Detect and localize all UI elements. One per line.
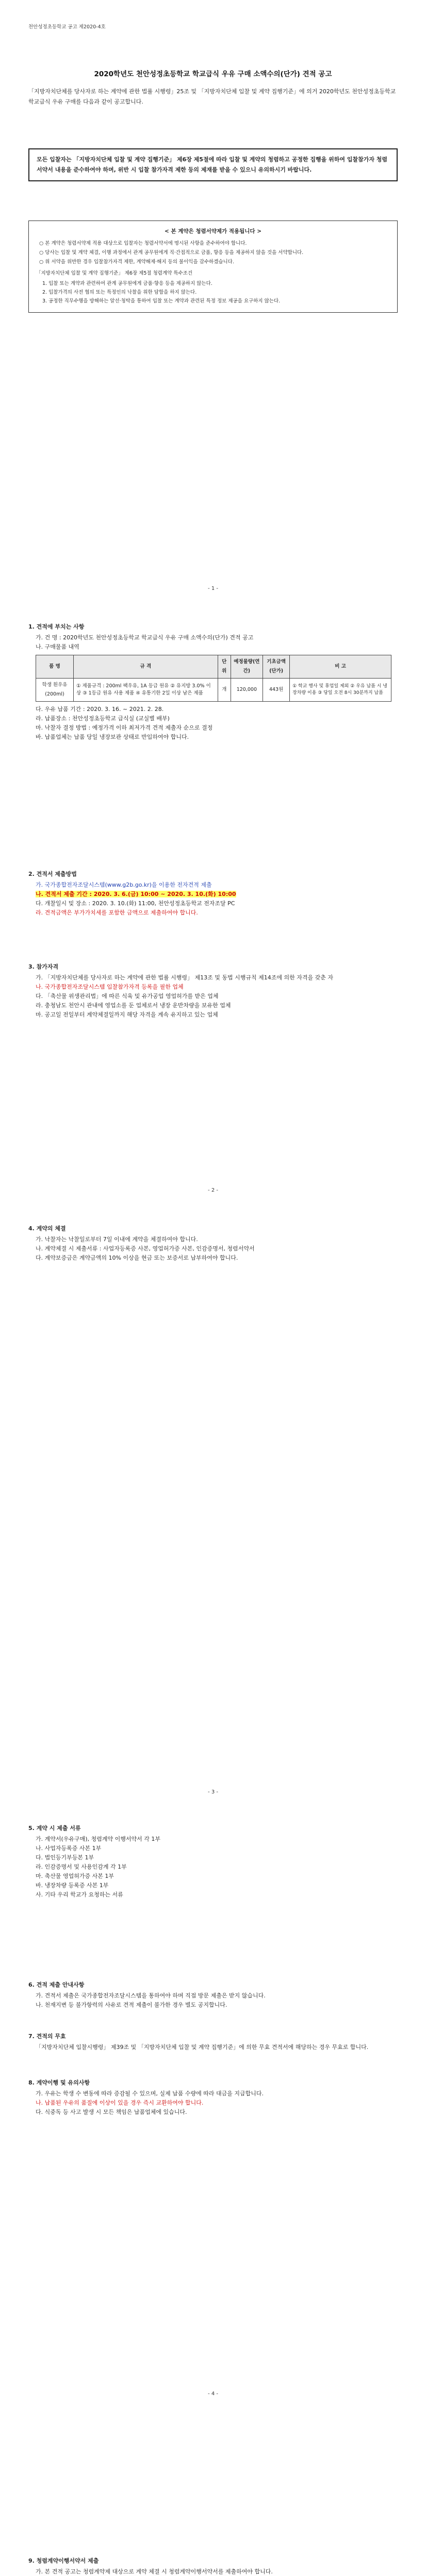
item-spec-cell: ① 제품규격 : 200ml 팩우유, 1A 등급 원유 ② 유지방 3.0% 이상 ③ 1등급 원유 사용 제품 ④ 유통기한 2일 이상 남은 제품 — [73, 679, 218, 702]
pledge-item: 3. 공정한 직무수행을 방해하는 알선·청탁을 통하여 입찰 또는 계약과 관련된 특정 정보 제공을 요구하지 않는다. — [42, 298, 281, 304]
section-heading: 5. 계약 시 제출 서류 — [28, 1825, 81, 1832]
section-item: 바. 냉장차량 등록증 사본 1부 — [36, 1882, 109, 1889]
section-item: 가. 우유는 학생 수 변동에 따라 증감될 수 있으며, 실제 납품 수량에 따라 대금을 지급합니다. — [36, 2090, 264, 2097]
section-heading: 9. 청렴계약이행서약서 제출 — [28, 2557, 99, 2564]
section-heading: 3. 참가자격 — [28, 963, 59, 970]
section-item: 다. 식중독 등 사고 발생 시 모든 책임은 납품업체에 있습니다. — [36, 2109, 187, 2115]
intro-paragraph: 「지방자치단체를 당사자로 하는 계약에 관한 법률 시행령」25조 및 「지방자치단체 입찰 및 계약 집행기준」에 의거 2020학년도 천안성정초등학교 학교급식 우유 구매를 다음과 같이 공고합니다. — [28, 88, 396, 105]
page-5 — [0, 2407, 426, 2576]
section-item: 가. 계약서(우유구매), 청렴계약 이행서약서 각 1부 — [36, 1836, 160, 1842]
section-2 — [28, 870, 398, 918]
section-item: 바. 납품업체는 납품 당일 냉장보관 상태로 반입하여야 합니다. — [36, 734, 189, 740]
section-item: 사. 기타 우리 학교가 요청하는 서류 — [36, 1891, 123, 1898]
section-item: 라. 충청남도 천안시 관내에 영업소를 둔 업체로서 냉장 운반차량을 보유한 업체 — [36, 1002, 231, 1009]
section-heading: 4. 계약의 체결 — [28, 1225, 66, 1232]
section-item: 가. 건 명 : 2020학년도 천안성정초등학교 학교급식 우유 구매 소액수의(단가) 견적 공고 — [36, 634, 254, 641]
page-number: - 2 - — [208, 1188, 218, 1193]
section-item: 가. 「지방자치단체를 당사자로 하는 계약에 관한 법률 시행령」 제13조 및 동법 시행규칙 제14조에 의한 자격을 갖춘 자 — [36, 974, 333, 981]
section-item: 나. 사업자등록증 사본 1부 — [36, 1845, 102, 1852]
column-header: 예정물량(연간) — [231, 655, 263, 679]
section-item: 마. 축산물 영업허가증 사본 1부 — [36, 1873, 114, 1879]
column-header: 비 고 — [290, 655, 391, 679]
section-item: 다. 법인등기부등본 1부 — [36, 1854, 94, 1861]
item-note-cell: ① 학교 행사 및 휴업일 제외 ② 우유 납품 시 냉장차량 이용 ③ 당일 오전 8시 30분까지 납품 — [290, 679, 391, 702]
page-number: - 1 - — [208, 586, 218, 591]
section-item: 가. 국가종합전자조달시스템(www.g2b.go.kr)을 이용한 전자견적 제출 — [36, 882, 212, 888]
page-4 — [0, 1805, 426, 2407]
section-item: 가. 본 견적 공고는 청렴계약제 대상으로 계약 체결 시 청렴계약이행서약서를 제출하여야 합니다. — [36, 2568, 273, 2575]
integrity-warning-box: 모든 입찰자는 「지방자치단체 입찰 및 계약 집행기준」 제6장 제5절에 따라 입찰 및 계약의 청렴하고 공정한 집행을 위하여 입찰참가자 청렴서약서 내용을 준수하여야 하며, 위반 시 입찰 참가자격 제한 등의 제재를 받을 수 있으니 유의하시기 바랍니다. — [28, 148, 398, 181]
section-item: 다. 계약보증금은 계약금액의 10% 이상을 현금 또는 보증서로 납부하여야 합니다. — [36, 1255, 238, 1261]
table-header-row — [36, 655, 391, 679]
notice-number: 천안성정초등학교 공고 제2020-4호 — [28, 24, 106, 30]
pledge-line: ○ 당사는 입찰 및 계약 체결, 이행 과정에서 관계 공무원에게 직·간접적으로 금품, 향응 등을 제공하지 않을 것을 서약합니다. — [39, 250, 304, 256]
page-3 — [0, 1204, 426, 1805]
section-heading: 6. 견적 제출 안내사항 — [28, 1981, 85, 1988]
table-row — [36, 679, 391, 702]
section-item: 다. 우유 납품 기간 : 2020. 3. 16. ~ 2021. 2. 28. — [36, 706, 164, 713]
integrity-pledge-title: < 본 계약은 청렴서약제가 적용됩니다 > — [164, 228, 262, 234]
section-8 — [28, 2078, 398, 2117]
section-heading: 1. 견적에 부치는 사항 — [28, 623, 85, 630]
section-item-highlight: 나. 견적서 제출 기간 : 2020. 3. 6.(금) 10:00 ~ 2020. 3. 10.(화) 10:00 — [36, 891, 236, 897]
pledge-item: 2. 입찰가격의 사전 협의 또는 특정인의 낙찰을 위한 담합을 하지 않는다. — [42, 290, 197, 295]
section-item: 라. 견적금액은 부가가치세를 포함한 금액으로 제출하여야 합니다. — [36, 909, 198, 916]
section-heading: 2. 견적서 제출방법 — [28, 871, 77, 877]
section-heading: 8. 계약이행 및 유의사항 — [28, 2079, 90, 2086]
section-3 — [28, 962, 398, 1020]
section-1 — [28, 622, 398, 742]
section-item: 나. 국가종합전자조달시스템 입찰참가자격 등록을 필한 업체 — [36, 984, 184, 990]
pledge-line: ○ 위 서약을 위반한 경우 입찰참가자격 제한, 계약해제·해지 등의 불이익을 감수하겠습니다. — [39, 259, 234, 265]
section-7 — [28, 2032, 398, 2052]
section-item: 나. 천재지변 등 불가항력의 사유로 견적 제출이 불가한 경우 별도 공지합니다. — [36, 2002, 227, 2008]
section-item: 마. 공고일 전일부터 계약체결일까지 해당 자격을 계속 유지하고 있는 업체 — [36, 1011, 218, 1018]
item-qty-cell: 120,000 — [231, 679, 263, 702]
page-1 — [0, 0, 426, 602]
section-heading: 7. 견적의 무효 — [28, 2033, 66, 2040]
integrity-pledge-box — [28, 221, 398, 313]
item-base-price-cell: 443원 — [263, 679, 290, 702]
document-title: 2020학년도 천안성정초등학교 학교급식 우유 구매 소액수의(단가) 견적 공고 — [94, 70, 332, 78]
section-5 — [28, 1824, 398, 1900]
section-item: 라. 인감증명서 및 사용인감계 각 1부 — [36, 1863, 127, 1870]
section-item: 「지방자치단체 입찰시행령」 제39조 및 「지방자치단체 입찰 및 계약 집행기준」에 의한 무효 견적서에 해당하는 경우 무효로 합니다. — [36, 2044, 369, 2050]
section-item: 나. 납품된 우유의 품질에 이상이 있을 경우 즉시 교환하여야 합니다. — [36, 2099, 204, 2106]
item-unit-cell: 개 — [218, 679, 231, 702]
section-item: 다. 「축산물 위생관리법」에 따른 식육 및 유가공업 영업허가를 받은 업체 — [36, 993, 219, 999]
section-4 — [28, 1224, 398, 1263]
section-9 — [28, 2556, 398, 2576]
section-item: 가. 견적서 제출은 국가종합전자조달시스템을 통하여야 하며 직접 방문 제출은 받지 않습니다. — [36, 1992, 266, 1999]
page-number: - 3 - — [208, 1789, 218, 1795]
section-item: 나. 구매물품 내역 — [36, 643, 79, 650]
page-number: - 4 - — [208, 2391, 218, 2397]
section-item: 가. 낙찰자는 낙찰일로부터 7일 이내에 계약을 체결하여야 합니다. — [36, 1236, 198, 1243]
pledge-subtitle: 「지방자치단체 입찰 및 계약 집행기준」 제6장 제5절 청렴계약 특수조건 — [36, 270, 193, 276]
column-header: 단위 — [218, 655, 231, 679]
section-item: 다. 개찰일시 및 장소 : 2020. 3. 10.(화) 11:00, 천안성정초등학교 전자조달 PC — [36, 900, 235, 907]
pledge-line: ○ 본 계약은 청렴서약제 적용 대상으로 입찰자는 청렴서약서에 명시된 사항을 준수하여야 합니다. — [39, 241, 247, 246]
column-header: 기초금액(단가) — [263, 655, 290, 679]
section-6 — [28, 1980, 398, 2010]
item-name-cell: 학생 흰우유(200ml) — [36, 679, 74, 702]
purchase-items-table — [36, 655, 391, 702]
section-item: 나. 계약체결 시 제출서류 : 사업자등록증 사본, 영업허가증 사본, 인감증명서, 청렴서약서 — [36, 1245, 255, 1252]
column-header: 품 명 — [36, 655, 74, 679]
pledge-item: 1. 입찰 또는 계약과 관련하여 관계 공무원에게 금품·향응 등을 제공하지 않는다. — [42, 281, 212, 286]
section-item: 라. 납품장소 : 천안성정초등학교 급식실 (교실별 배부) — [36, 715, 170, 722]
column-header: 규 격 — [73, 655, 218, 679]
page-2 — [0, 602, 426, 1204]
section-item: 마. 낙찰자 결정 방법 : 예정가격 이하 최저가격 견적 제출자 순으로 결정 — [36, 724, 213, 731]
